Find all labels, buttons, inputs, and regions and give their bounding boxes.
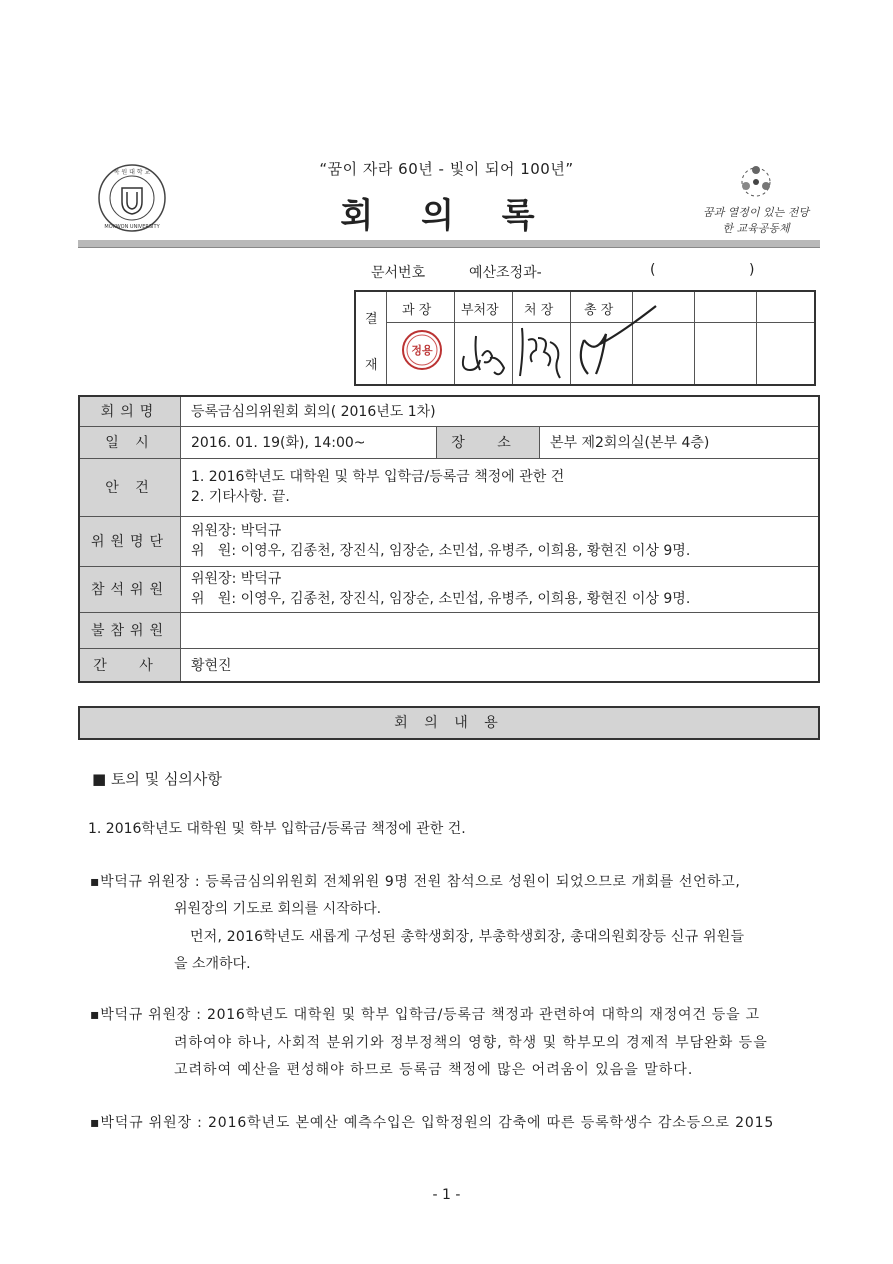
attendees-chair: 위원장: 박덕규 bbox=[191, 571, 282, 587]
table-row bbox=[79, 426, 819, 458]
approval-position: 부처장 bbox=[461, 303, 499, 318]
paragraph-line: 을 소개하다. bbox=[174, 956, 251, 972]
absent-value bbox=[181, 612, 820, 648]
doc-number-paren-open: ( bbox=[650, 262, 656, 278]
agenda-label: 안 건 bbox=[79, 458, 181, 516]
doc-number-value: 예산조정과- bbox=[469, 265, 542, 281]
attendees-value bbox=[181, 566, 820, 612]
absent-label: 불참위원 bbox=[79, 612, 181, 648]
svg-text:목 원 대 학 교: 목 원 대 학 교 bbox=[113, 169, 151, 176]
place-value: 본부 제2회의실(본부 4층) bbox=[540, 426, 820, 458]
agenda-value bbox=[181, 458, 820, 516]
members-label: 위원명단 bbox=[79, 516, 181, 566]
paragraph-line: ▪박덕규 위원장 : 2016학년도 본예산 예측수입은 입학정원의 감축에 따른 등록학생수 감소등으로 2015 bbox=[90, 1115, 775, 1131]
header-divider bbox=[78, 240, 820, 248]
members-list: 위 원: 이영우, 김종천, 장진식, 임장순, 소민섭, 유병주, 이희용, 황현진 이상 9명. bbox=[191, 543, 691, 559]
doc-number-label: 문서번호 bbox=[371, 265, 426, 281]
paragraph-line: 려하여야 하나, 사회적 분위기와 정부정책의 영향, 학생 및 학부모의 경제적 부담완화 등을 bbox=[174, 1035, 768, 1051]
paragraph-line: 먼저, 2016학년도 새롭게 구성된 총학생회장, 부총학생회장, 총대의원회장등 신규 위원들 bbox=[190, 929, 745, 945]
signature-president bbox=[570, 304, 660, 388]
datetime-label: 일 시 bbox=[79, 426, 181, 458]
signature-director bbox=[514, 322, 570, 388]
table-row bbox=[79, 566, 819, 612]
attendees-label: 참석위원 bbox=[79, 566, 181, 612]
table-row bbox=[79, 612, 819, 648]
meeting-name-label: 회의명 bbox=[79, 396, 181, 426]
svg-text:MOKWON UNIVERSITY: MOKWON UNIVERSITY bbox=[104, 224, 160, 230]
motto-text: 꿈과 열정이 있는 전당한 교육공동체 bbox=[702, 206, 810, 235]
secretary-label: 간 사 bbox=[79, 648, 181, 682]
doc-number-paren-close: ) bbox=[749, 262, 755, 278]
secretary-value: 황현진 bbox=[181, 648, 820, 682]
paragraph-line: 고려하여 예산을 편성해야 하므로 등록금 책정에 많은 어려움이 있음을 말하다. bbox=[174, 1062, 694, 1078]
table-row bbox=[79, 458, 819, 516]
approval-label-bottom: 재 bbox=[365, 358, 378, 373]
paragraph-line: ▪박덕규 위원장 : 등록금심의위원회 전체위원 9명 전원 참석으로 성원이 되었으므로 개회를 선언하고, bbox=[90, 874, 741, 890]
paragraph-line: ▪박덕규 위원장 : 2016학년도 대학원 및 학부 입학금/등록금 책정과 관련하여 대학의 재정여건 등을 고 bbox=[90, 1007, 760, 1023]
table-row bbox=[79, 516, 819, 566]
paragraph-line: 위원장의 기도로 회의를 시작하다. bbox=[174, 901, 382, 917]
approval-position: 과 장 bbox=[402, 303, 432, 318]
meeting-info-table bbox=[78, 395, 820, 683]
members-value bbox=[181, 516, 820, 566]
page-title: 회 의 록 bbox=[340, 196, 553, 236]
agenda-item: 2. 기타사항. 끝. bbox=[191, 489, 290, 505]
section-heading: ■ 토의 및 심의사항 bbox=[92, 770, 222, 788]
approval-position: 처 장 bbox=[524, 303, 554, 318]
datetime-value: 2016. 01. 19(화), 14:00~ bbox=[181, 426, 437, 458]
approval-stamp bbox=[400, 328, 444, 372]
page-number: - 1 - bbox=[432, 1187, 461, 1203]
motto-logo bbox=[700, 160, 812, 236]
attendees-list: 위 원: 이영우, 김종천, 장진식, 임장순, 소민섭, 유병주, 이희용, 황현진 이상 9명. bbox=[191, 591, 691, 607]
svg-text:정용: 정용 bbox=[411, 344, 433, 357]
slogan: “꿈이 자라 60년 - 빛이 되어 100년” bbox=[319, 160, 574, 178]
table-row bbox=[79, 648, 819, 682]
content-heading: 회 의 내 용 bbox=[78, 706, 820, 740]
approval-position: 총 장 bbox=[584, 303, 614, 318]
signature-deputy bbox=[456, 326, 510, 386]
place-label: 장 소 bbox=[437, 426, 540, 458]
agenda-item: 1. 2016학년도 대학원 및 학부 입학금/등록금 책정에 관한 건 bbox=[191, 469, 565, 485]
table-row bbox=[79, 396, 819, 426]
item-heading: 1. 2016학년도 대학원 및 학부 입학금/등록금 책정에 관한 건. bbox=[88, 821, 466, 837]
approval-box bbox=[354, 290, 816, 386]
members-chair: 위원장: 박덕규 bbox=[191, 523, 282, 539]
approval-label-top: 결 bbox=[365, 312, 378, 327]
meeting-name-value: 등록금심의위원회 회의( 2016년도 1차) bbox=[181, 396, 820, 426]
